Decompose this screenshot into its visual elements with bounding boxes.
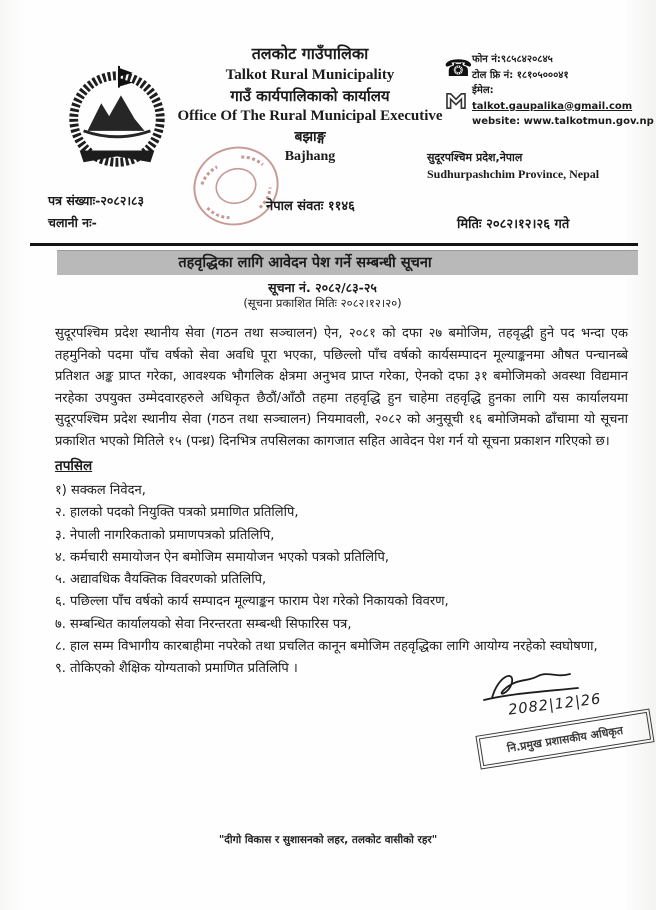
list-item: ५. अद्यावधिक वैयक्तिक विवरणको प्रतिलिपि, xyxy=(55,572,267,588)
list-item: १) सक्कल निवेदन, xyxy=(55,483,146,498)
email-address: talkot.gaupalika@gmail.com xyxy=(472,100,633,112)
notice-body-paragraph: सुदूरपश्चिम प्रदेश स्थानीय सेवा (गठन तथा सञ्चालन) ऐन, २०८१ को दफा २७ बमोजिम, तहवृद्धी हुने पद भन्दा एक तहमुनिको पदमा पाँच वर्षको सेवा अवधि पूरा भएका, पछिल्लो पाँच वर्षको कार्यसम्पादन मूल्याङ्कनमा औषत पन्चानब्बे प्रतिशत अङ्क प्राप्त गरेका, आवश्यक भौगलिक क्षेत्रमा अनुभव प्राप्त गरेका, ऐनको दफा ३१ बमोजिमको अवस्था विद्यमान नरहेका उपयुक्त उम्मेदवारहरुले अधिकृत छैठौं/आँठौ तहमा तहवृद्धि हुन चाहेमा तहवृद्धि हुनका लागि यस कार्यालयमा सुदूरपश्चिम प्रदेश स्थानीय सेवा (गठन तथा सञ्चालन) नियमावली, २०८२ को अनुसूची १६ बमोजिमको ढाँचामा यो सूचना प्रकाशित भएको मितिले १५ (पन्ध्र) दिनभित्र तपसिलका कागजात सहित आवेदन पेश गर्न यो सूचना प्रकाशन गरिएको छ। xyxy=(55,326,628,449)
nepal-sambat: नेपाल संवतः ११४६ xyxy=(266,199,355,214)
toll-free-number: टोल फ्रि नं: १८१०५०००४१ xyxy=(472,69,569,81)
list-item: ८. हाल सम्म विभागीय कारबाहीमा नपरेको तथा प्रचलित कानून बमोजिम तहवृद्धिका लागि आयोग्य नरहेको स्वघोषणा, xyxy=(55,639,598,655)
municipality-name-en: Talkot Rural Municipality xyxy=(225,66,395,83)
notice-published-date: (सूचना प्रकाशित मितिः २०८२।१२।२०) xyxy=(243,296,402,310)
schedule-list xyxy=(55,480,635,681)
website-address: www.talkotmun.gov.np xyxy=(523,116,654,127)
list-item: ३. नेपाली नागरिकताको प्रमाणपत्रको प्रतिलिपि, xyxy=(55,527,275,543)
officer-designation-stamp: नि.प्रमुख प्रशासकीय अधिकृत xyxy=(475,708,654,769)
district-name-np: बझाङ्ग xyxy=(294,129,326,146)
dispatch-number: चलानी नः- xyxy=(48,215,97,230)
letter-number: पत्र संख्याः-२०८२।८३ xyxy=(48,193,145,208)
municipality-name-np: तलकोट गाउँपालिका xyxy=(251,44,369,63)
email-label: ईमेल: xyxy=(472,85,494,96)
notice-number: सूचना नं. २०८२/८३-२५ xyxy=(268,280,377,295)
email-line xyxy=(472,83,654,114)
province-en: Sudhurpashchim Province, Nepal xyxy=(427,167,600,181)
schedule-heading: तपसिल xyxy=(55,458,93,474)
list-item: ९. तोकिएको शैक्षिक योग्यताको प्रमाणित प्रतिलिपि । xyxy=(55,661,298,677)
district-name-en: Bajhang xyxy=(284,148,336,164)
office-name-en: Office Of The Rural Municipal Executive xyxy=(177,108,443,125)
province-block xyxy=(427,150,599,182)
phone-number: फोन नं:९८५८४२०८४५ xyxy=(472,54,553,65)
province-np: सुदूरपश्चिम प्रदेश,नेपाल xyxy=(427,151,523,164)
horizontal-divider xyxy=(30,243,638,246)
telephone-icon: ☎ xyxy=(444,56,473,82)
list-item: २. हालको पदको नियुक्ति पत्रको प्रमाणित प्रतिलिपि, xyxy=(55,505,299,521)
handwritten-date: 2082|12|26 xyxy=(507,691,603,719)
list-item: ४. कर्मचारी समायोजन ऐन बमोजिम समायोजन भएको पत्रको प्रतिलिपि, xyxy=(55,549,389,565)
letter-date: मितिः २०८२।१२।२६ गते xyxy=(457,217,570,232)
website-label: website: xyxy=(472,116,524,127)
notice-title: तहवृद्धिका लागि आवेदन पेश गर्ने सम्बन्धी सूचना xyxy=(178,255,432,271)
list-item: ६. पछिल्ला पाँच वर्षको कार्य सम्पादन मूल्याङ्कन फाराम पेश गरेको निकायको विवरण, xyxy=(55,594,449,610)
website-line xyxy=(472,114,654,130)
footer-slogan: "दीगो विकास र सुशासनको लहर, तलकोट वासीको रहर" xyxy=(218,834,438,846)
list-item: ७. सम्बन्धित कार्यालयको सेवा निरन्तरता सम्बन्धी सिफारिस पत्र, xyxy=(55,616,352,632)
contact-block xyxy=(472,52,654,130)
gmail-icon xyxy=(445,92,467,110)
office-name-np: गाउँ कार्यपालिकाको कार्यालय xyxy=(230,86,390,105)
